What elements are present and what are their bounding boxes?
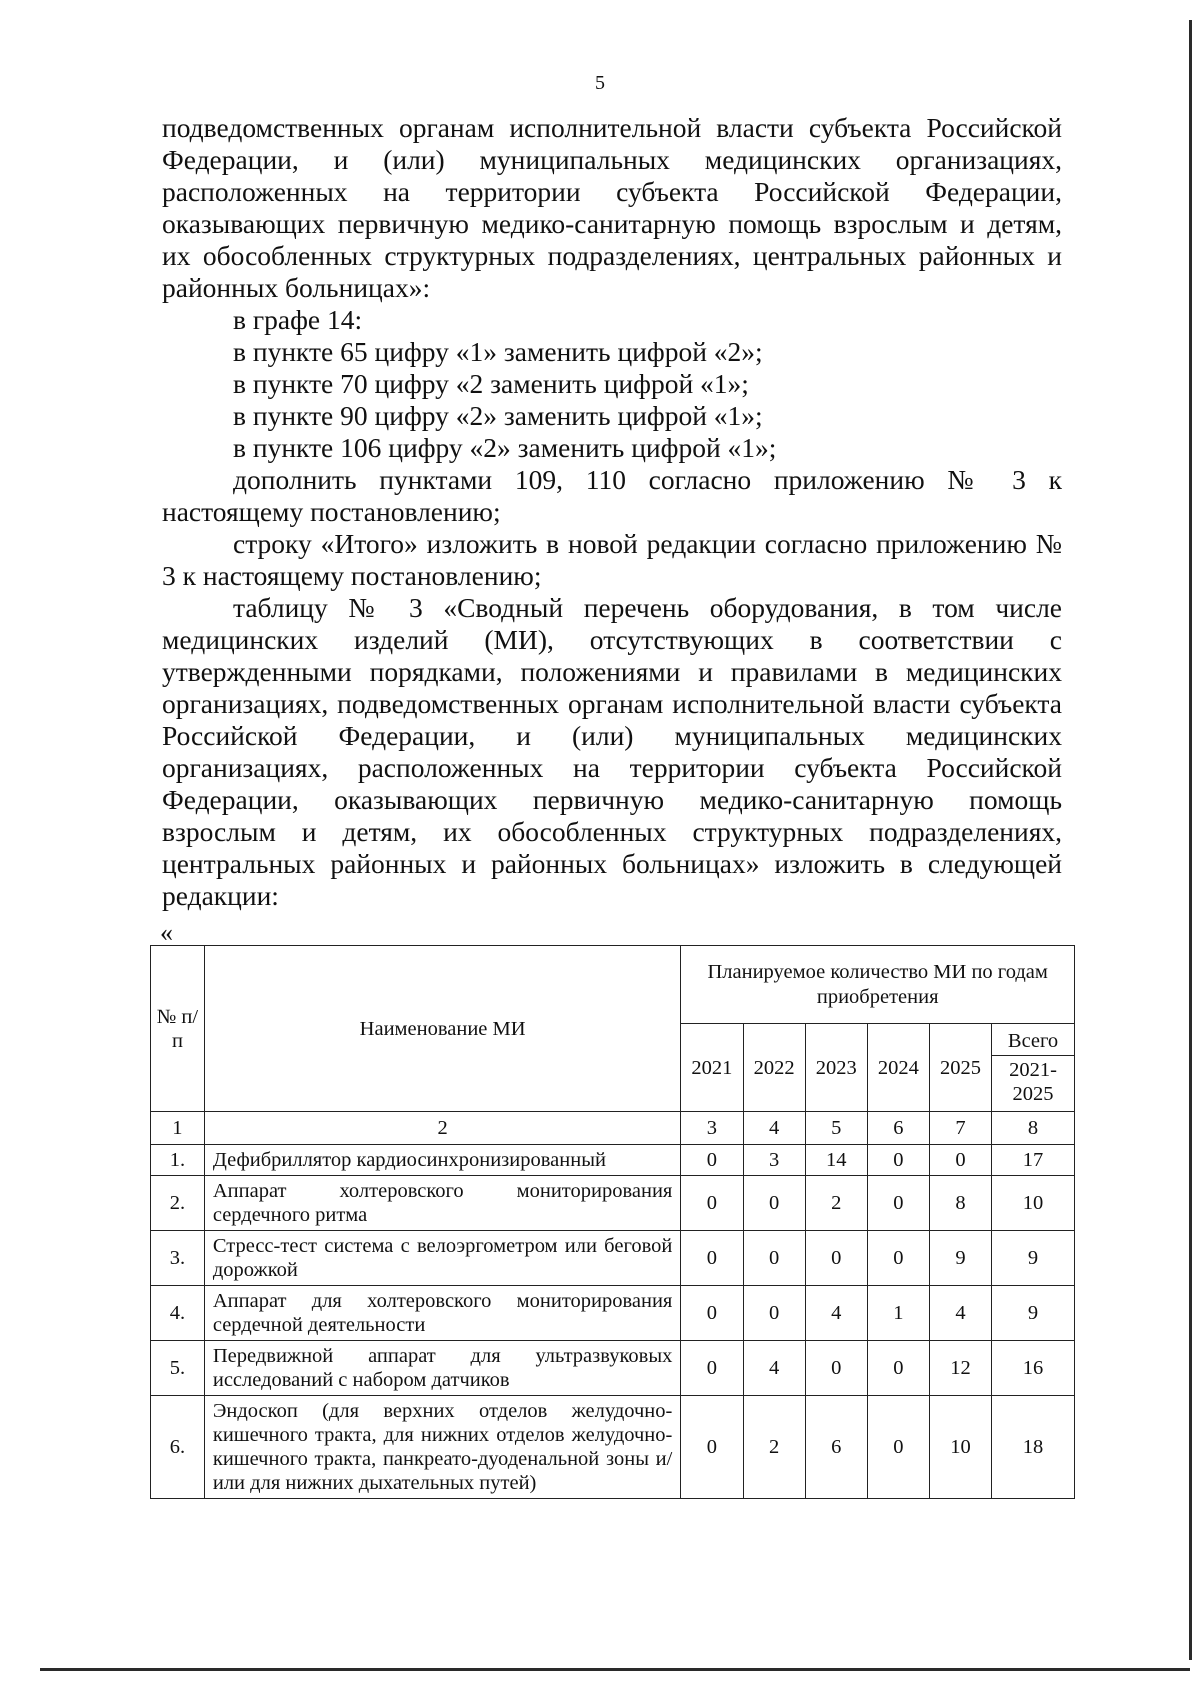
row-name: Передвижной аппарат для ультразвуковых исследований с набором датчиков xyxy=(204,1341,681,1396)
row-year-value: 8 xyxy=(929,1176,991,1231)
page-number: 5 xyxy=(595,72,605,94)
row-year-value: 2 xyxy=(805,1176,867,1231)
paragraph-total-row: строку «Итого» изложить в новой редакции согласно приложению № 3 к настоящему постановлению; xyxy=(162,528,1062,591)
header-year: 2025 xyxy=(929,1024,991,1112)
row-total: 9 xyxy=(992,1231,1075,1286)
row-year-value: 4 xyxy=(743,1341,805,1396)
header-year: 2022 xyxy=(743,1024,805,1112)
column-index: 4 xyxy=(743,1112,805,1145)
header-year: 2021 xyxy=(681,1024,743,1112)
row-number: 4. xyxy=(151,1286,205,1341)
table-row xyxy=(151,1341,1075,1396)
row-year-value: 14 xyxy=(805,1145,867,1176)
row-year-value: 0 xyxy=(867,1396,929,1499)
table-row xyxy=(151,1396,1075,1499)
header-name: Наименование МИ xyxy=(204,946,681,1112)
equipment-table xyxy=(150,945,1075,1499)
row-total: 10 xyxy=(992,1176,1075,1231)
header-total-range: 2021-2025 xyxy=(992,1055,1074,1106)
row-year-value: 9 xyxy=(929,1231,991,1286)
paragraph-item-70: в пункте 70 цифру «2 заменить цифрой «1»; xyxy=(233,368,749,399)
column-index: 6 xyxy=(867,1112,929,1145)
row-year-value: 0 xyxy=(805,1231,867,1286)
row-year-value: 0 xyxy=(867,1176,929,1231)
row-name: Аппарат для холтеровского мониторирования сердечной деятельности xyxy=(204,1286,681,1341)
row-year-value: 6 xyxy=(805,1396,867,1499)
paragraph-column-14: в графе 14: xyxy=(233,304,363,335)
table-row xyxy=(151,1145,1075,1176)
row-name: Дефибриллятор кардиосинхронизированный xyxy=(204,1145,681,1176)
table-row xyxy=(151,1176,1075,1231)
header-num: № п/п xyxy=(151,946,205,1112)
column-index: 5 xyxy=(805,1112,867,1145)
paragraph-item-106: в пункте 106 цифру «2» заменить цифрой «1»; xyxy=(233,432,777,463)
row-year-value: 0 xyxy=(681,1231,743,1286)
row-year-value: 4 xyxy=(805,1286,867,1341)
row-number: 3. xyxy=(151,1231,205,1286)
row-total: 9 xyxy=(992,1286,1075,1341)
header-year: 2023 xyxy=(805,1024,867,1112)
row-name: Аппарат холтеровского мониторирования сердечного ритма xyxy=(204,1176,681,1231)
page-border-right xyxy=(1189,20,1192,1660)
row-year-value: 0 xyxy=(743,1176,805,1231)
row-number: 5. xyxy=(151,1341,205,1396)
row-year-value: 0 xyxy=(929,1145,991,1176)
row-total: 18 xyxy=(992,1396,1075,1499)
document-body xyxy=(162,112,1062,912)
paragraph-item-90: в пункте 90 цифру «2» заменить цифрой «1»; xyxy=(233,400,763,431)
row-year-value: 0 xyxy=(805,1341,867,1396)
column-index: 3 xyxy=(681,1112,743,1145)
row-number: 6. xyxy=(151,1396,205,1499)
paragraph-item-65: в пункте 65 цифру «1» заменить цифрой «2»; xyxy=(233,336,763,367)
row-name: Эндоскоп (для верхних отделов желудочно-кишечного тракта, для нижних отделов желудочно-кишечного тракта, панкреато-дуоденальной зоны и/или для нижних дыхательных путей) xyxy=(204,1396,681,1499)
column-index: 2 xyxy=(204,1112,681,1145)
row-year-value: 0 xyxy=(681,1145,743,1176)
header-year: 2024 xyxy=(867,1024,929,1112)
row-number: 2. xyxy=(151,1176,205,1231)
column-index: 7 xyxy=(929,1112,991,1145)
header-total-label: Всего xyxy=(1007,1030,1059,1052)
column-index-row xyxy=(151,1112,1075,1145)
row-year-value: 0 xyxy=(743,1231,805,1286)
row-year-value: 0 xyxy=(681,1396,743,1499)
paragraph-table-3: таблицу № 3 «Сводный перечень оборудования, в том числе медицинских изделий (МИ), отсутствующих в соответствии с утвержденными порядками, положениями и правилами в медицинских организациях, подведомственных органам исполнительной власти субъекта Российской Федерации, и (или) муниципальных медицинских организациях, расположенных на территории субъекта Российской Федерации, оказывающих первичную медико-санитарную помощь взрослым и детям, их обособленных структурных подразделениях, центральных районных и районных больницах» изложить в следующей редакции: xyxy=(162,592,1062,911)
row-total: 16 xyxy=(992,1341,1075,1396)
row-year-value: 0 xyxy=(681,1341,743,1396)
column-index: 8 xyxy=(992,1112,1075,1145)
row-year-value: 0 xyxy=(867,1341,929,1396)
row-year-value: 10 xyxy=(929,1396,991,1499)
row-year-value: 4 xyxy=(929,1286,991,1341)
row-year-value: 0 xyxy=(681,1176,743,1231)
paragraph-supplement: дополнить пунктами 109, 110 согласно приложению № 3 к настоящему постановлению; xyxy=(162,464,1062,527)
open-quote: « xyxy=(160,918,173,947)
paragraph-continuation: подведомственных органам исполнительной власти субъекта Российской Федерации, и (или) муниципальных медицинских организациях, расположенных на территории субъекта Российской Федерации, оказывающих первичную медико-санитарную помощь взрослым и детям, их обособленных структурных подразделениях, центральных районных и районных больницах»: xyxy=(162,112,1062,303)
row-year-value: 0 xyxy=(867,1145,929,1176)
row-year-value: 12 xyxy=(929,1341,991,1396)
row-number: 1. xyxy=(151,1145,205,1176)
row-year-value: 2 xyxy=(743,1396,805,1499)
header-planned: Планируемое количество МИ по годам приобретения xyxy=(681,946,1075,1024)
row-year-value: 0 xyxy=(743,1286,805,1341)
row-name: Стресс-тест система с велоэргометром или беговой дорожкой xyxy=(204,1231,681,1286)
column-index: 1 xyxy=(151,1112,205,1145)
page-border-bottom xyxy=(40,1668,1190,1671)
header-total xyxy=(992,1024,1075,1112)
row-year-value: 1 xyxy=(867,1286,929,1341)
table-row xyxy=(151,1286,1075,1341)
row-year-value: 0 xyxy=(867,1231,929,1286)
row-year-value: 0 xyxy=(681,1286,743,1341)
row-total: 17 xyxy=(992,1145,1075,1176)
row-year-value: 3 xyxy=(743,1145,805,1176)
table-row xyxy=(151,1231,1075,1286)
